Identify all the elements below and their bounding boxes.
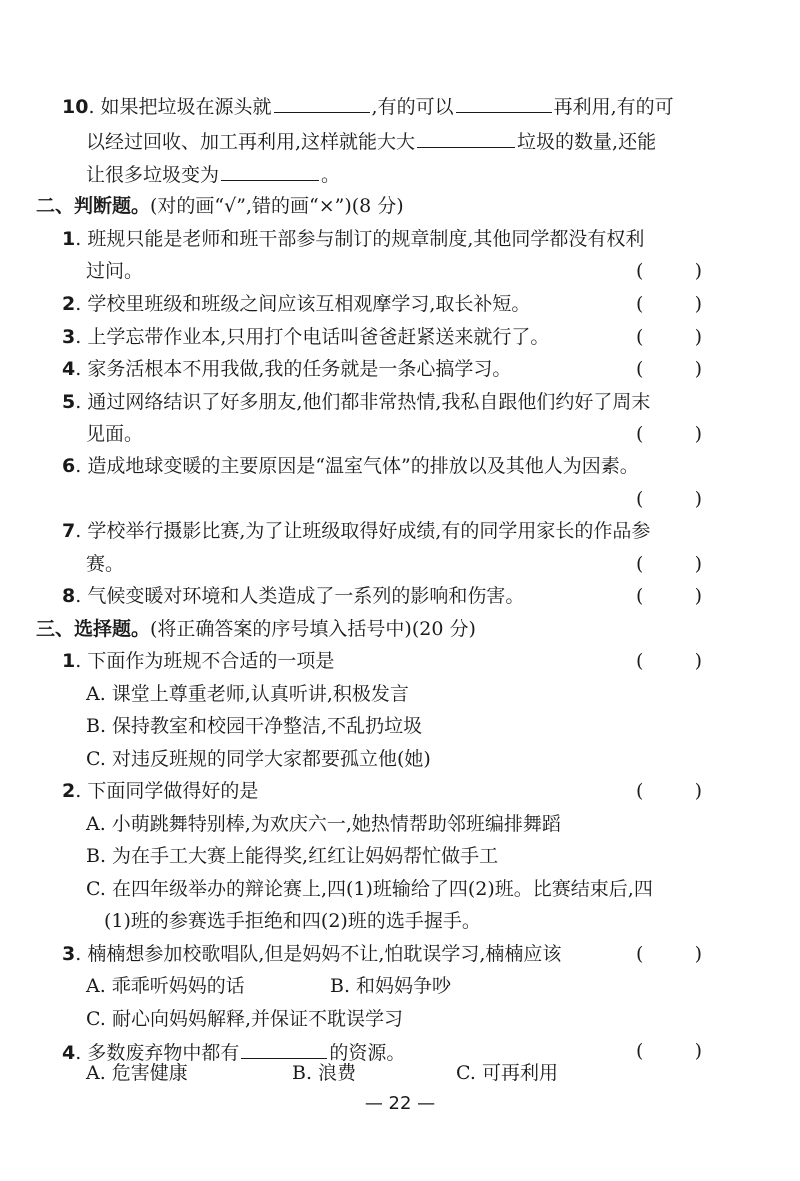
- answer-paren[interactable]: ( ): [636, 358, 702, 380]
- item-text: . 学校里班级和班级之间应该互相观摩学习,取长补短。: [75, 293, 531, 315]
- section-3-title: 三、选择题。: [36, 618, 151, 640]
- item-number: 6: [62, 455, 76, 477]
- tf-item-5: [62, 389, 650, 415]
- item-text: . 家务活根本不用我做,我的任务就是一条心搞学习。: [75, 358, 512, 380]
- tf-item-3: [62, 324, 549, 350]
- answer-paren[interactable]: ( ): [636, 585, 702, 607]
- mc-q1-option-b[interactable]: B. 保持教室和校园干净整洁,不乱扔垃圾: [86, 715, 423, 737]
- q10-text: 再利用,有的可: [553, 96, 674, 118]
- answer-paren[interactable]: ( ): [636, 423, 702, 445]
- q10-text: 让很多垃圾变为: [86, 164, 220, 186]
- q10-line-3: [86, 160, 340, 186]
- item-number: 5: [62, 391, 76, 413]
- q10-line-2: [86, 127, 656, 153]
- item-number: 3: [62, 943, 76, 965]
- q10-text: 垃圾的数量,还能: [517, 131, 657, 153]
- item-text: . 学校举行摄影比赛,为了让班级取得好成绩,有的同学用家长的作品参: [75, 520, 651, 542]
- item-number: 7: [62, 520, 76, 542]
- section-2-title: 二、判断题。: [36, 195, 151, 217]
- item-number: 2: [62, 780, 76, 802]
- mc-q3-option-c[interactable]: C. 耐心向妈妈解释,并保证不耽误学习: [86, 1008, 403, 1030]
- section-2-heading: [36, 193, 404, 219]
- answer-paren[interactable]: ( ): [636, 488, 702, 510]
- mc-q2-option-b[interactable]: B. 为在手工大赛上能得奖,红红让妈妈帮忙做手工: [86, 845, 499, 867]
- question-text: . 下面同学做得好的是: [75, 780, 259, 802]
- tf-item-7: [62, 518, 650, 544]
- section-2-note: (对的画“√”,错的画“×”)(8 分): [150, 195, 404, 217]
- q4-blank[interactable]: [241, 1038, 327, 1059]
- answer-paren[interactable]: ( ): [636, 1040, 702, 1062]
- tf-item-4: [62, 356, 511, 382]
- page-number: — 22 —: [364, 1093, 436, 1114]
- mc-question-1: [62, 648, 334, 674]
- section-3-heading: [36, 616, 476, 642]
- q10-number: 10: [62, 96, 89, 118]
- mc-q1-option-c[interactable]: C. 对违反班规的同学大家都要孤立他(她): [86, 748, 431, 770]
- q10-text: ,有的可以: [371, 96, 454, 118]
- item-number: 1: [62, 228, 76, 250]
- item-number: 4: [62, 358, 76, 380]
- q10-text: 以经过回收、加工再利用,这样就能大大: [86, 131, 416, 153]
- answer-paren[interactable]: ( ): [636, 293, 702, 315]
- mc-q4-option-a[interactable]: A. 危害健康: [86, 1062, 188, 1084]
- answer-paren[interactable]: ( ): [636, 260, 702, 282]
- mc-q2-option-c[interactable]: C. 在四年级举办的辩论赛上,四(1)班输给了四(2)班。比赛结束后,四: [86, 878, 653, 900]
- mc-q3-option-b[interactable]: B. 和妈妈争吵: [330, 975, 452, 997]
- tf-item-5-cont: [86, 421, 143, 447]
- mc-q4-option-c[interactable]: C. 可再利用: [456, 1062, 558, 1084]
- answer-paren[interactable]: ( ): [636, 326, 702, 348]
- answer-paren[interactable]: ( ): [636, 780, 702, 802]
- tf-item-8: [62, 583, 524, 609]
- answer-paren[interactable]: ( ): [636, 943, 702, 965]
- mc-q2-option-a[interactable]: A. 小萌跳舞特别棒,为欢庆六一,她热情帮助邻班编排舞蹈: [86, 813, 561, 835]
- item-number: 4: [62, 1042, 76, 1064]
- answer-paren[interactable]: ( ): [636, 650, 702, 672]
- mc-q3-option-a[interactable]: A. 乖乖听妈妈的话: [86, 975, 245, 997]
- tf-item-1-cont: [86, 258, 143, 284]
- tf-item-7-cont: [86, 551, 124, 577]
- mc-q4-option-b[interactable]: B. 浪费: [292, 1062, 357, 1084]
- item-number: 1: [62, 650, 76, 672]
- mc-question-2: [62, 778, 258, 804]
- q10-blank-1[interactable]: [274, 92, 370, 113]
- tf-item-2: [62, 291, 530, 317]
- item-text: . 上学忘带作业本,只用打个电话叫爸爸赶紧送来就行了。: [75, 326, 550, 348]
- item-text: 赛。: [86, 553, 125, 575]
- section-3-note: (将正确答案的序号填入括号中)(20 分): [150, 618, 476, 640]
- mc-q1-option-a[interactable]: A. 课堂上尊重老师,认真听讲,积极发言: [86, 683, 409, 705]
- answer-paren[interactable]: ( ): [636, 553, 702, 575]
- mc-question-3: [62, 941, 561, 967]
- q10-blank-4[interactable]: [221, 160, 319, 181]
- tf-item-1: [62, 226, 644, 252]
- item-number: 3: [62, 326, 76, 348]
- item-text: 过问。: [86, 260, 144, 282]
- q10-line-1: [62, 92, 674, 118]
- item-text: 见面。: [86, 423, 144, 445]
- q10-blank-2[interactable]: [456, 92, 552, 113]
- item-number: 2: [62, 293, 76, 315]
- question-text: . 多数废弃物中都有: [75, 1042, 240, 1064]
- item-text: . 通过网络结识了好多朋友,他们都非常热情,我私自跟他们约好了周末: [75, 391, 651, 413]
- q10-blank-3[interactable]: [417, 127, 515, 148]
- item-text: . 造成地球变暖的主要原因是“温室气体”的排放以及其他人为因素。: [75, 455, 639, 477]
- tf-item-6: [62, 453, 639, 479]
- question-text: . 楠楠想参加校歌唱队,但是妈妈不让,怕耽误学习,楠楠应该: [75, 943, 562, 965]
- question-text: . 下面作为班规不合适的一项是: [75, 650, 335, 672]
- q10-text: 。: [321, 164, 341, 186]
- q10-text: . 如果把垃圾在源头就: [88, 96, 272, 118]
- item-number: 8: [62, 585, 76, 607]
- mc-q2-option-c-cont: (1)班的参赛选手拒绝和四(2)班的选手握手。: [104, 910, 481, 932]
- question-text: 的资源。: [329, 1042, 406, 1064]
- item-text: . 班规只能是老师和班干部参与制订的规章制度,其他同学都没有权利: [75, 228, 645, 250]
- item-text: . 气候变暖对环境和人类造成了一系列的影响和伤害。: [75, 585, 525, 607]
